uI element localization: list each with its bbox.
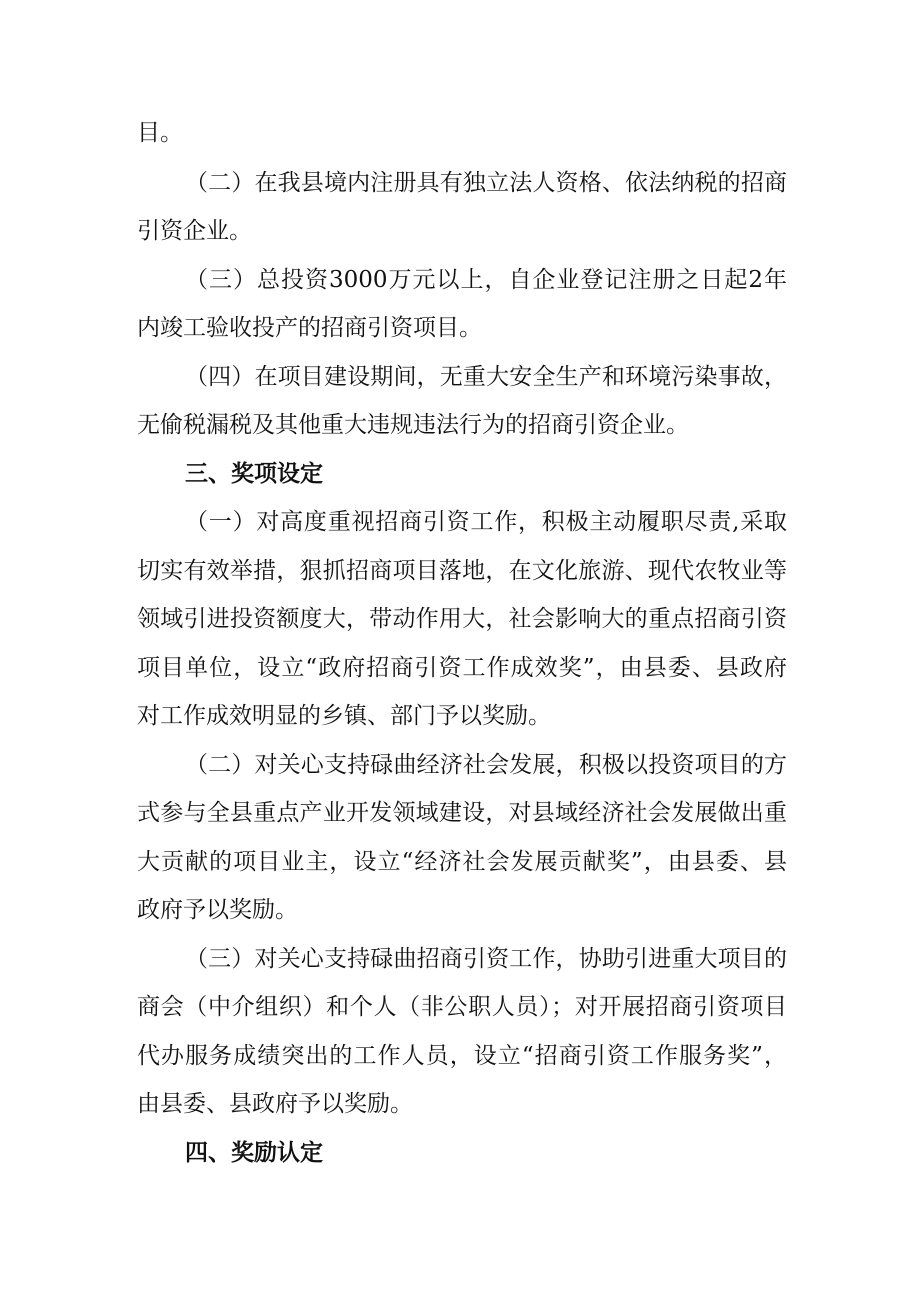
text-line: 大贡献的项目业主，设立“经济社会发展贡献奖”，由县委、县	[137, 849, 787, 875]
text-line: （二）对关心支持碌曲经济社会发展，积极以投资项目的方	[185, 752, 787, 778]
text-line: （四）在项目建设期间，无重大安全生产和环境污染事故，	[185, 364, 787, 390]
text-line: 无偷税漏税及其他重大违规违法行为的招商引资企业。	[137, 412, 689, 438]
text-line: （一）对高度重视招商引资工作，积极主动履职尽责,采取	[185, 509, 787, 535]
text-line: 政府予以奖励。	[137, 897, 298, 923]
text-line: 切实有效举措，狠抓招商项目落地，在文化旅游、现代农牧业等	[137, 558, 787, 584]
text-line: 代办服务成绩突出的工作人员，设立“招商引资工作服务奖”，	[137, 1043, 787, 1069]
text-line: 商会（中介组织）和个人（非公职人员）；对开展招商引资项目	[137, 994, 787, 1020]
text-line: 引资企业。	[137, 218, 252, 244]
text-line: （二）在我县境内注册具有独立法人资格、依法纳税的招商	[185, 170, 787, 196]
text-line: （三）对关心支持碌曲招商引资工作，协助引进重大项目的	[185, 946, 787, 972]
text-line: 领域引进投资额度大，带动作用大，社会影响大的重点招商引资	[137, 606, 787, 632]
section-heading: 四、奖励认定	[185, 1140, 323, 1166]
section-heading: 三、奖项设定	[185, 461, 323, 487]
text-line: 目。	[137, 120, 183, 146]
text-line: 对工作成效明显的乡镇、部门予以奖励。	[137, 703, 551, 729]
text-line: 式参与全县重点产业开发领域建设，对县域经济社会发展做出重	[137, 800, 787, 826]
text-line: （三）总投资3000万元以上，自企业登记注册之日起2年	[185, 267, 787, 293]
text-line: 内竣工验收投产的招商引资项目。	[137, 315, 482, 341]
text-line: 由县委、县政府予以奖励。	[137, 1091, 413, 1117]
text-line: 项目单位，设立“政府招商引资工作成效奖”，由县委、县政府	[137, 655, 787, 681]
